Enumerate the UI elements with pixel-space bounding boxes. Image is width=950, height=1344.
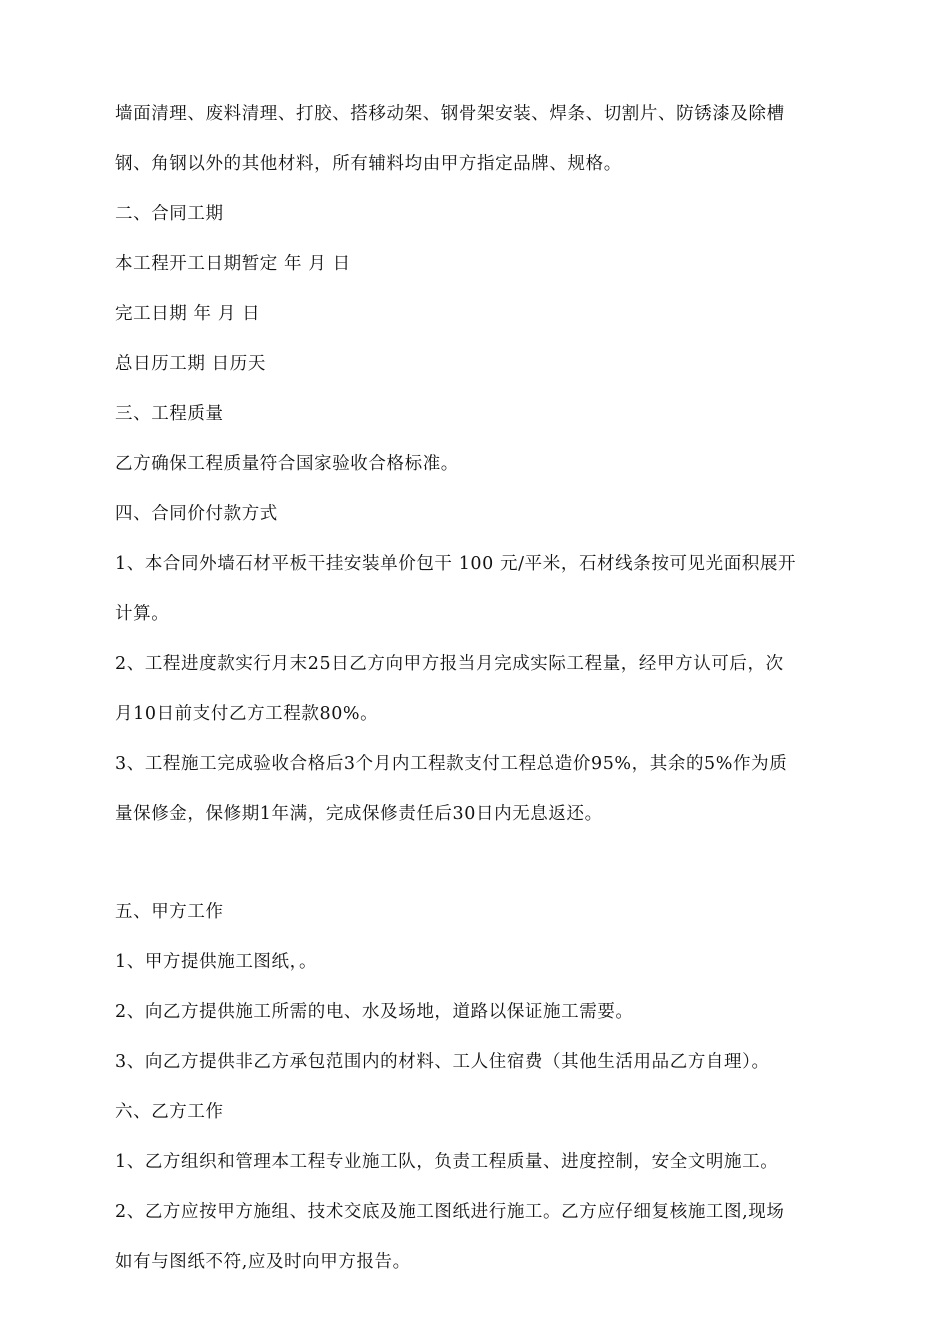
text-line-quality: 乙方确保工程质量符合国家验收合格标准。 [115,454,459,474]
text-line-1: 墙面清理、废料清理、打胶、搭移动架、钢骨架安装、焊条、切割片、防锈漆及除槽 [115,104,785,124]
text-line-2: 钢、角钢以外的其他材料，所有辅料均由甲方指定品牌、规格。 [115,154,622,174]
text-line-party-b-1: 1、乙方组织和管理本工程专业施工队，负责工程质量、进度控制，安全文明施工。 [115,1152,779,1172]
text-line-party-a-2: 2、向乙方提供施工所需的电、水及场地，道路以保证施工需要。 [115,1002,634,1022]
section-heading-contract-period: 二、合同工期 [115,204,224,224]
text-line-payment-3b: 量保修金，保修期1年满，完成保修责任后30日内无息返还。 [115,804,603,824]
section-heading-quality: 三、工程质量 [115,404,224,424]
text-line-total-days: 总日历工期 日历天 [115,354,266,374]
text-line-payment-1a: 1、本合同外墙石材平板干挂安装单价包干 100 元/平米，石材线条按可见光面积展开 [115,554,797,574]
section-heading-party-b: 六、乙方工作 [115,1102,224,1122]
text-line-party-b-2a: 2、乙方应按甲方施组、技术交底及施工图纸进行施工。乙方应仔细复核施工图,现场 [115,1202,785,1222]
text-line-start-date: 本工程开工日期暂定 年 月 日 [115,254,351,274]
text-line-party-a-3: 3、向乙方提供非乙方承包范围内的材料、工人住宿费（其他生活用品乙方自理）。 [115,1052,770,1072]
text-line-payment-2a: 2、工程进度款实行月末25日乙方向甲方报当月完成实际工程量，经甲方认可后，次 [115,654,784,674]
text-line-payment-1b: 计算。 [115,604,170,624]
section-heading-payment: 四、合同价付款方式 [115,504,278,524]
text-line-party-a-1: 1、甲方提供施工图纸，。 [115,952,318,972]
section-heading-party-a: 五、甲方工作 [115,902,224,922]
text-line-completion-date: 完工日期 年 月 日 [115,304,261,324]
text-line-payment-3a: 3、工程施工完成验收合格后3个月内工程款支付工程总造价95%，其余的5%作为质 [115,754,788,774]
text-line-payment-2b: 月10日前支付乙方工程款80%。 [115,704,379,724]
text-line-party-b-2b: 如有与图纸不符,应及时向甲方报告。 [115,1252,411,1272]
